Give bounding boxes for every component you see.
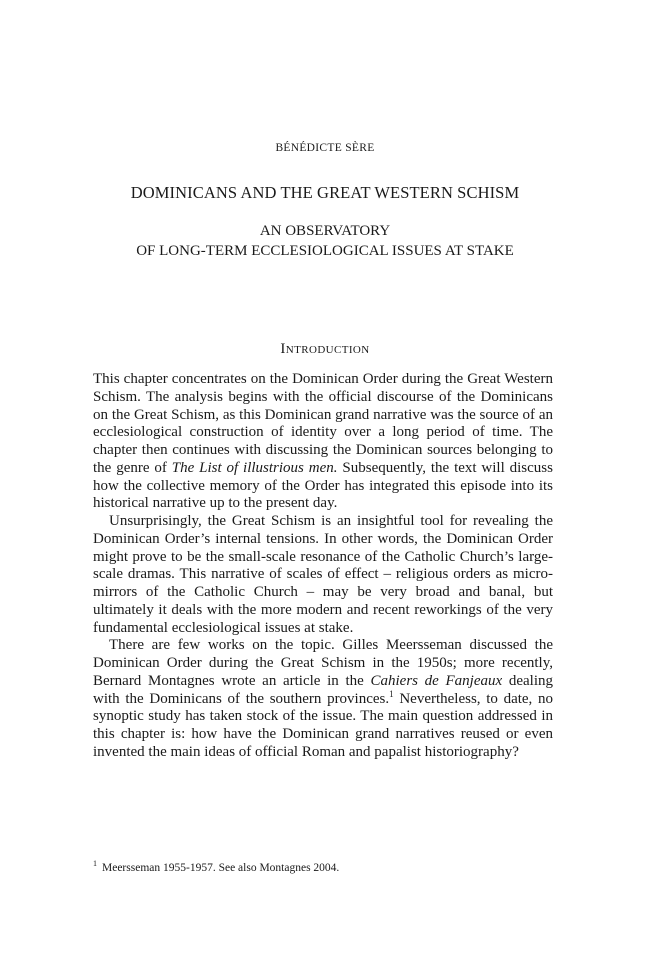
footnote (93, 859, 553, 874)
subtitle-line-2: OF LONG-TERM ECCLESIOLOGICAL ISSUES AT STAKE (136, 243, 514, 259)
book-title-italic: The List of illustrious men. (171, 459, 338, 476)
footnote-mark: 1 (93, 859, 97, 869)
footnote-text: Meersseman 1955-1957. See also Montagnes 2004. (102, 862, 340, 874)
paragraph-3-text-a: There are few works on the topic. Gilles Meersseman discussed the Dominican Order during the Great Schism in the 1950s; more recently, Bernard Montagnes wrote an article in the (93, 637, 553, 689)
paragraph-1-text-a: This chapter concentrates on the Dominican Order during the Great Western Schism. The analysis begins with the official discourse of the Dominicans on the Great Schism, as this Dominican grand narrative was the source of an ecclesiological construction of identity over a long period of time. The chapter then continues with discussing the Dominican sources belonging to the genre of (93, 371, 553, 476)
paragraph-3-text-b: dealing with the Dominicans of the southern provinces. (93, 672, 554, 707)
journal-title-italic: Cahiers de Fanjeaux (370, 672, 503, 689)
footnote-reference[interactable]: 1 (389, 688, 394, 699)
chapter-title: DOMINICANS AND THE GREAT WESTERN SCHISM (130, 183, 520, 202)
paragraph-3 (93, 637, 553, 761)
chapter-subtitle (0, 221, 650, 261)
paragraph-2: Unsurprisingly, the Great Schism is an insightful tool for revealing the Dominican Order’s internal tensions. In other words, the Dominican Order might prove to be the small-scale resonance of the Catholic Church’s large-scale dramas. This narrative of scales of effect – religious orders as micro-mirrors of the Catholic Church – may be very broad and banal, but ultimately it deals with the more modern and recent reworkings of the very fundamental ecclesiological issues at stake. (93, 513, 553, 636)
section-heading: Introduction (280, 341, 370, 357)
body-text (93, 371, 553, 762)
author-name: BÉNÉDICTE SÈRE (275, 142, 375, 154)
paragraph-3-text-c: Nevertheless, to date, no synoptic study has taken stock of the issue. The main question addressed in this chapter is: how have the Dominican grand narratives reused or even invented the main ideas of official Roman and papalist historiography? (93, 690, 553, 760)
paragraph-1-text-b: Subsequently, the text will discuss how the collective memory of the Order has integrated this episode into its historical narrative up to the present day. (93, 459, 553, 512)
subtitle-line-1: AN OBSERVATORY (259, 223, 391, 239)
paragraph-1 (93, 371, 553, 513)
